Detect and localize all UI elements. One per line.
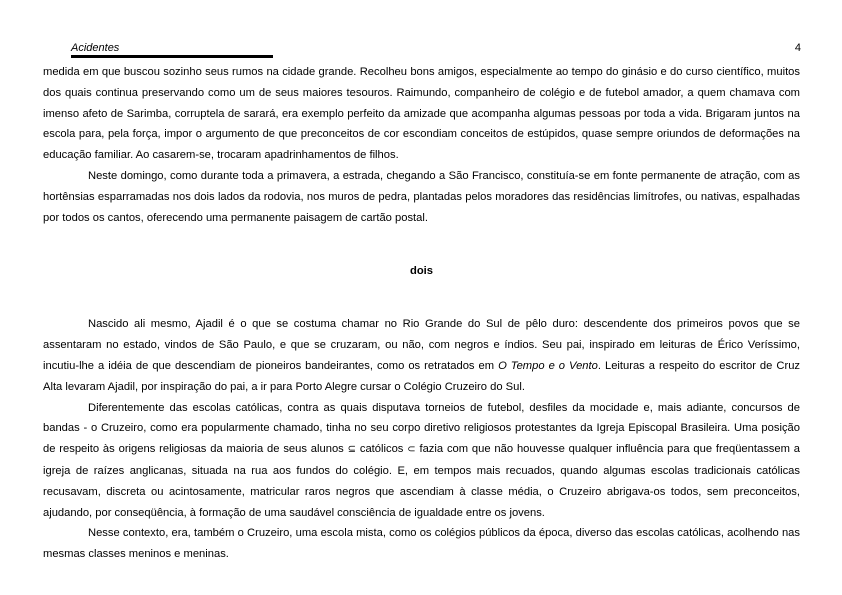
- spacer: [43, 292, 800, 314]
- header-rule: [71, 55, 273, 58]
- paragraph-4: [43, 398, 800, 524]
- proper-subset-symbol: ⊂: [407, 444, 416, 456]
- paragraph-4-text-a: Diferentemente das escolas católicas, contra as quais disputava torneios de futebol, desfiles da mocidade e, mais adiante, concursos de bandas - o Cruzeiro, como era popularmente chamado, tinha no seu corpo diretivo religiosos protestantes da Igreja Episcopal Brasileira. Uma posição de respeito às origens religiosas da maioria de seus alunos: [43, 401, 800, 456]
- book-title: O Tempo e o Vento: [498, 359, 598, 372]
- paragraph-4-text-c: fazia com que não houvesse qualquer influência para que freqüentassem a igreja de raízes anglicanas, situada na rua aos fundos do colégio. E, em tempos mais recuados, quando algumas escolas tradicionais católicas recusavam, discreta ou acintosamente, matricular raros negros que ascendiam à classe média, o Cruzeiro abrigava-os todos, sem preconceitos, ajudando, por conseqüência, à formação de uma saudável consciência de igualdade entre os jovens.: [43, 443, 800, 519]
- subset-symbol: ⊆: [347, 444, 357, 456]
- paragraph-3: [43, 314, 800, 397]
- spacer: [43, 228, 800, 250]
- page-header: [71, 41, 801, 59]
- paragraph-3-text-a: Nascido ali mesmo, Ajadil é o que se costuma chamar no Rio Grande do Sul de pêlo duro: descendente dos primeiros povos que se assentaram no estado, vindos de São Paulo, e que se cruzaram, ou não, com negros e índios. Seu pai, inspirado em leituras de Érico Veríssimo, incutiu-lhe a idéia de que descendiam de pioneiros bandeirantes, como os retratados em: [43, 318, 800, 372]
- paragraph-3-text-b: . Leituras a respeito do escritor de Cruz Alta levaram Ajadil, por inspiração do pai, a ir para Porto Alegre cursar o Colégio Cruzeiro do Sul.: [43, 359, 801, 393]
- paragraph-5: Nesse contexto, era, também o Cruzeiro, uma escola mista, como os colégios públicos da época, diverso das escolas católicas, acolhendo nas mesmas classes meninos e meninas.: [43, 527, 800, 561]
- paragraph-2: Neste domingo, como durante toda a primavera, a estrada, chegando a São Francisco, constituía-se em fonte permanente de atração, com as hortênsias esparramadas nos dois lados da rodovia, nos muros de pedra, plantadas pelos moradores das residências limítrofes, ou nativas, espalhadas por todos os cantos, oferecendo uma permanente paisagem de cartão postal.: [43, 169, 800, 224]
- paragraph-4-text-b: católicos: [356, 443, 408, 456]
- running-title: Acidentes: [71, 42, 120, 54]
- section-heading: dois: [410, 265, 433, 278]
- body-text: [43, 62, 800, 565]
- paragraph-1: medida em que buscou sozinho seus rumos na cidade grande. Recolheu bons amigos, especialmente ao tempo do ginásio e do curso científico, muitos dos quais continua preservando como um de seus maiores tesouros. Raimundo, companheiro de colégio e de futebol amador, a quem chamava com imenso afeto de Sarimba, corruptela de sarará, era exemplo perfeito da amizade que acompanha algumas pessoas por toda a vida. Brigaram juntos na escola para, pela força, impor o argumento de que preconceitos de cor escondiam conceitos de estúpidos, quase sempre oriundos de deformações na educação familiar. Ao casarem-se, trocaram apadrinhamentos de filhos.: [43, 66, 800, 162]
- page-number: 4: [794, 42, 801, 54]
